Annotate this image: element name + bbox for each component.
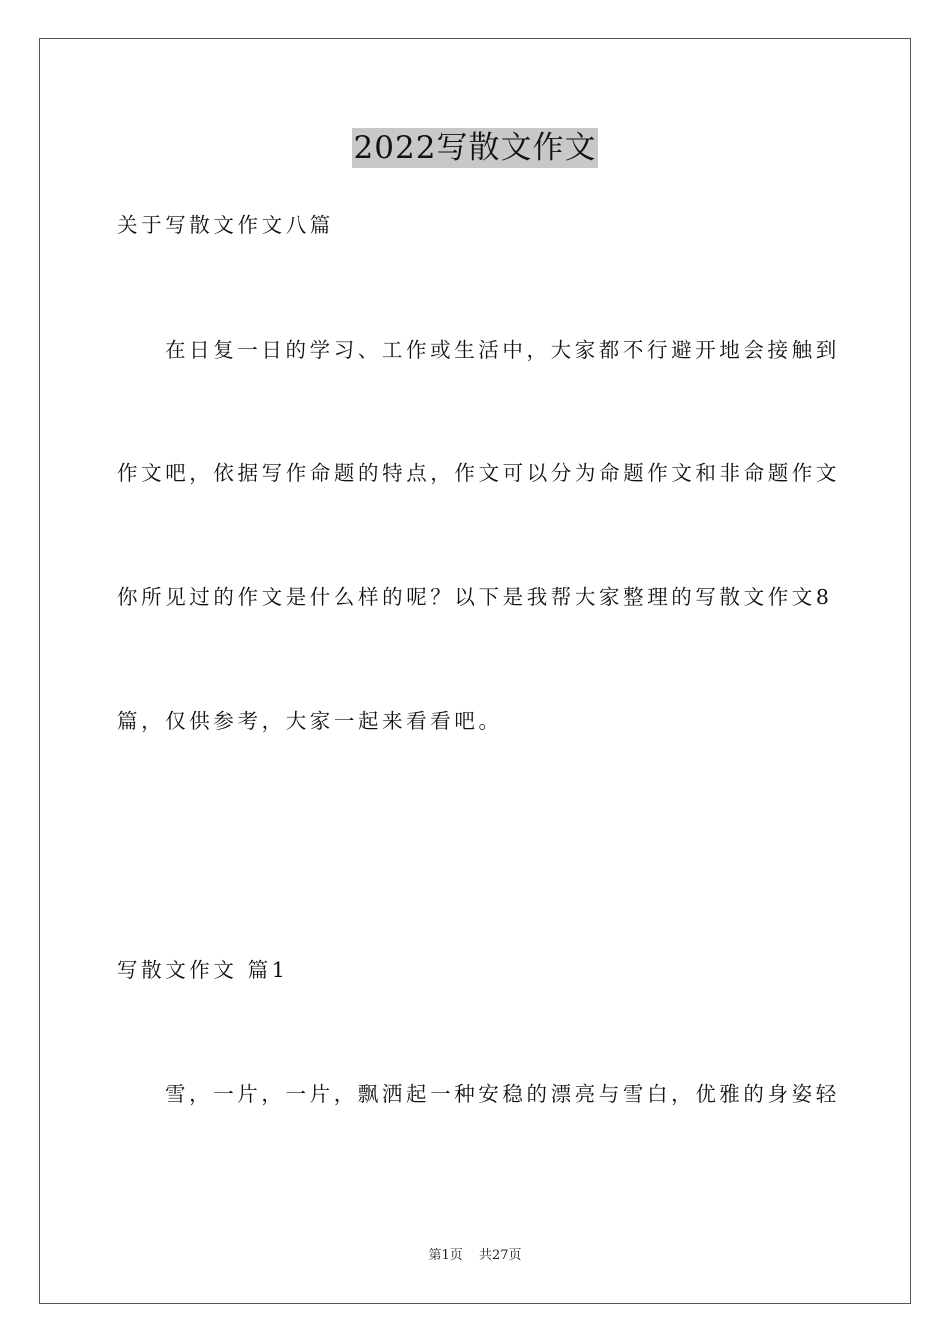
page-total: 共27页	[478, 1248, 522, 1263]
paragraph-line: 雪，一片，一片，飘洒起一种安稳的漂亮与雪白，优雅的身姿轻	[165, 1082, 840, 1106]
paragraph-line: 作文吧，依据写作命题的特点，作文可以分为命题作文和非命题作文	[117, 461, 840, 485]
section-heading: 写散文作文 篇1	[117, 958, 289, 982]
title-container	[0, 128, 950, 168]
document-title: 2022写散文作文	[353, 130, 597, 166]
paragraph-line: 你所见过的作文是什么样的呢？以下是我帮大家整理的写散文作文8	[117, 585, 833, 609]
page-footer	[0, 1247, 950, 1265]
page-number: 第1页	[428, 1248, 463, 1263]
document-subtitle: 关于写散文作文八篇	[117, 213, 334, 237]
paragraph-line: 在日复一日的学习、工作或生活中，大家都不行避开地会接触到	[165, 338, 840, 362]
paragraph-line: 篇，仅供参考，大家一起来看看吧。	[117, 709, 503, 733]
